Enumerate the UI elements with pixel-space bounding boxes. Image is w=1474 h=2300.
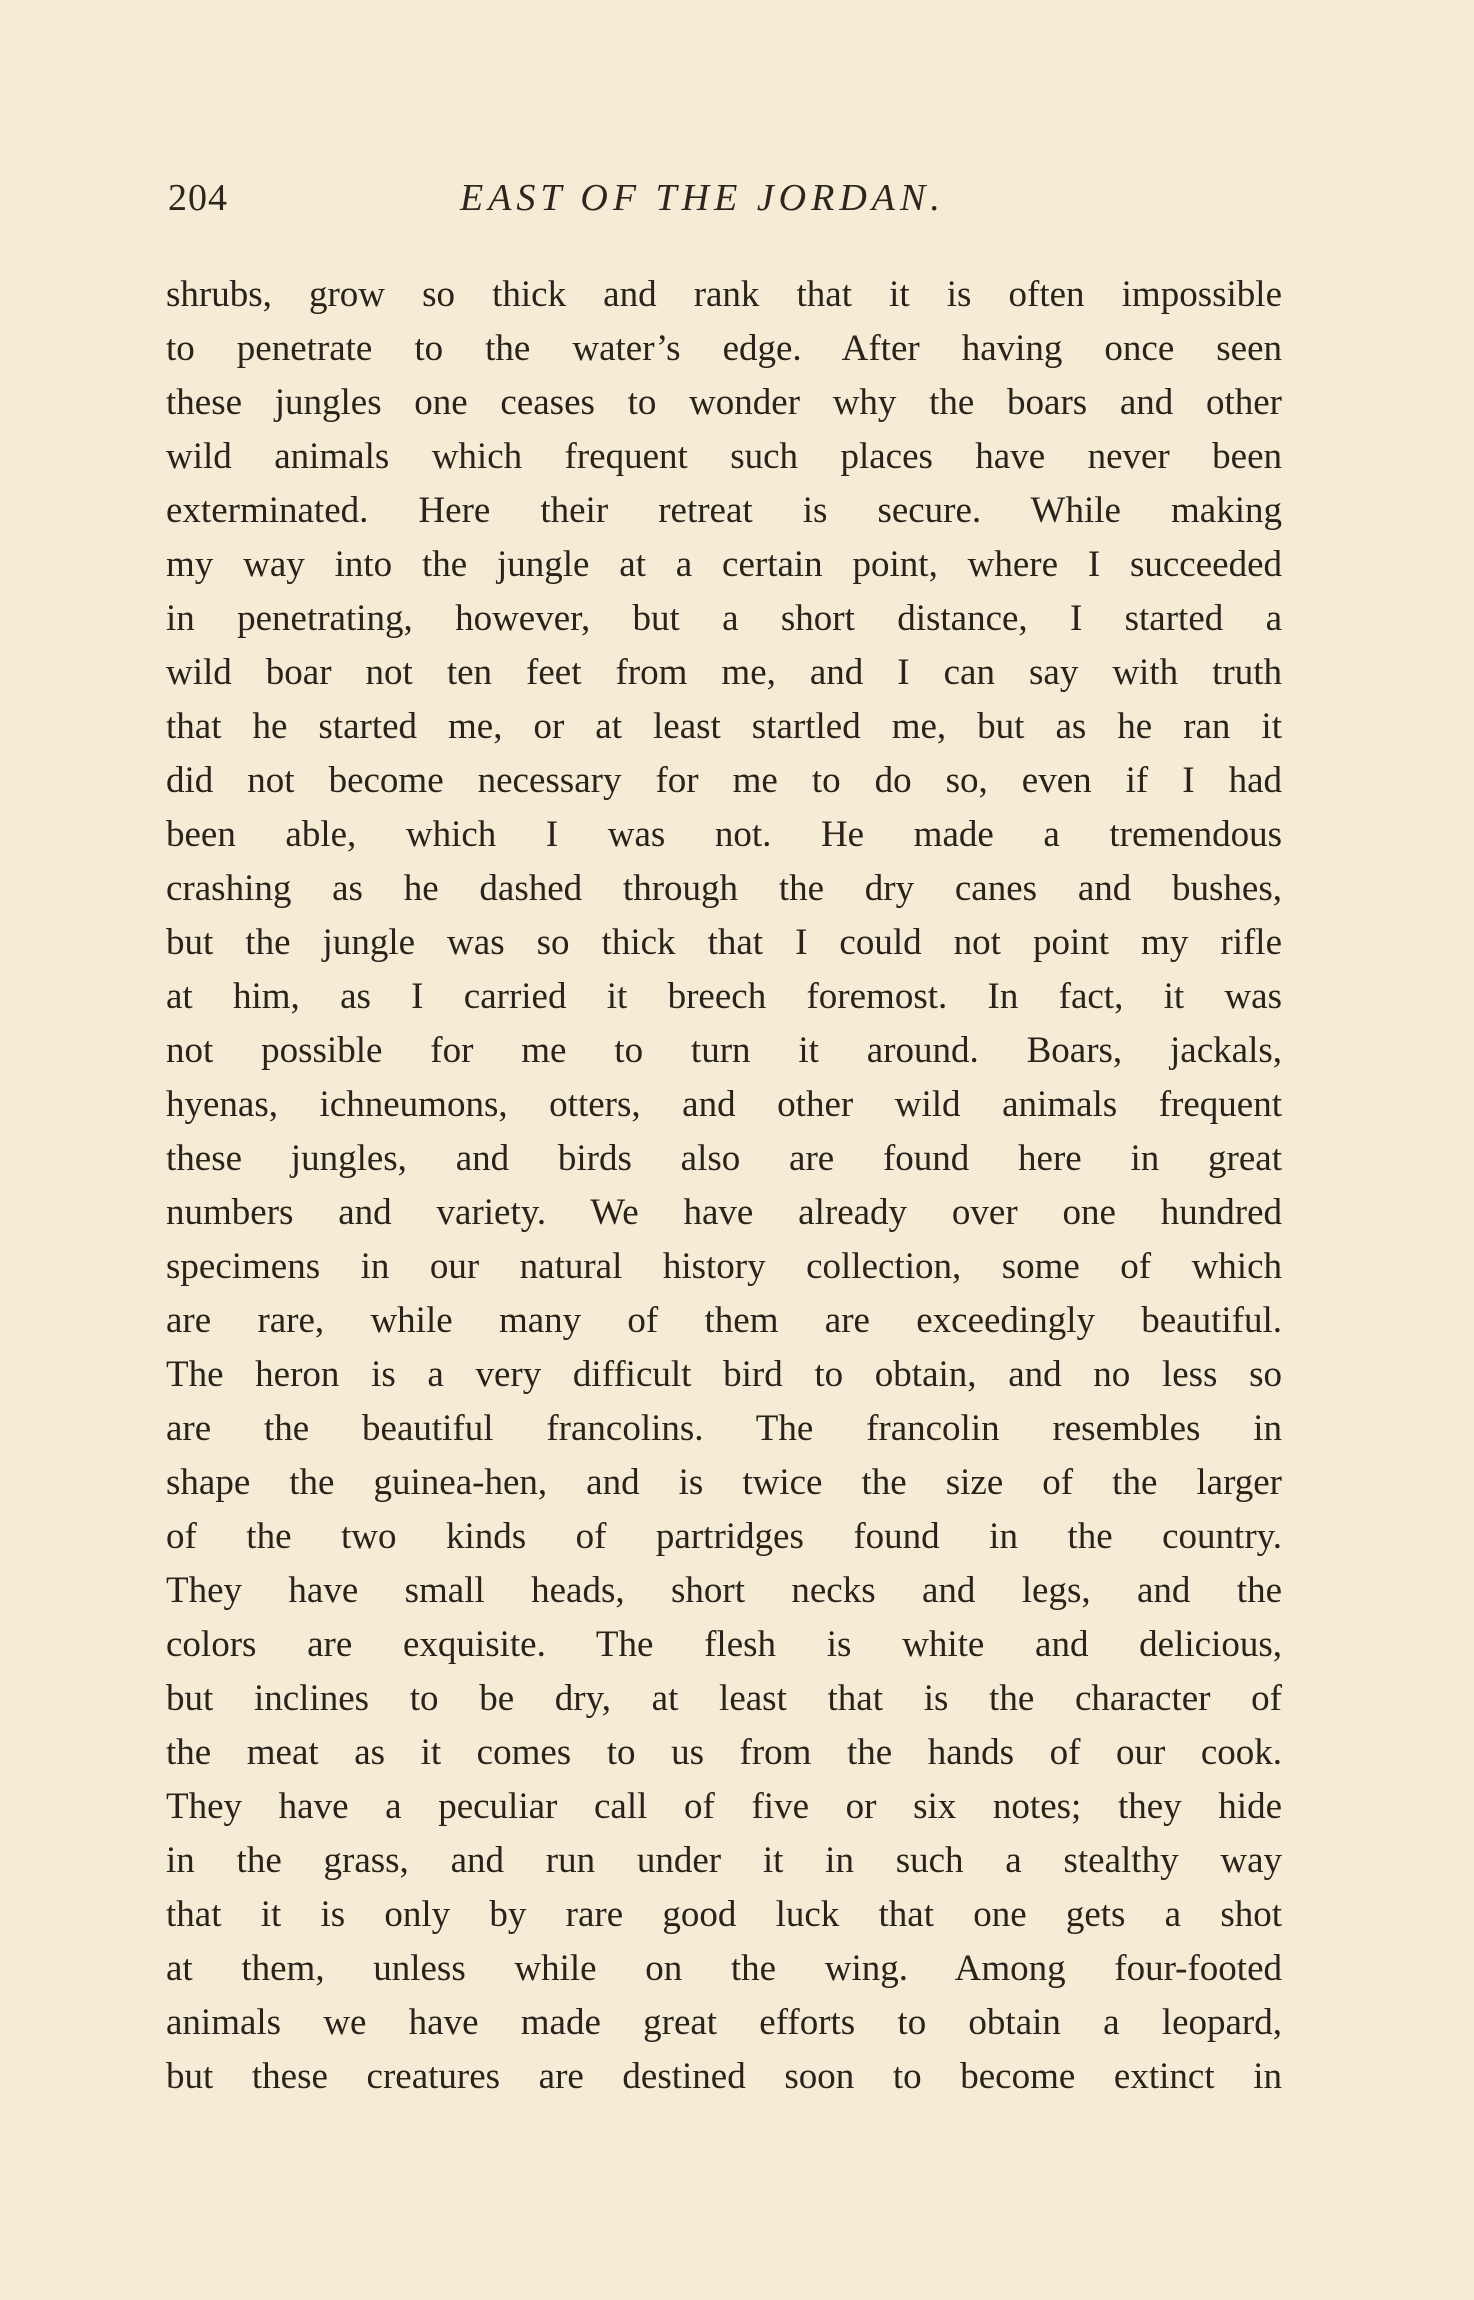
text-line: hyenas, ichneumons, otters, and other wild animals frequent — [166, 1084, 1282, 1125]
text-line: at him, as I carried it breech foremost. In fact, it was — [166, 976, 1282, 1017]
text-line: animals we have made great efforts to obtain a leopard, — [166, 2002, 1282, 2043]
text-line: my way into the jungle at a certain point, where I succeeded — [166, 544, 1282, 585]
text-line: The heron is a very difficult bird to obtain, and no less so — [166, 1354, 1282, 1395]
text-line: in penetrating, however, but a short distance, I started a — [166, 598, 1282, 639]
text-line: not possible for me to turn it around. Boars, jackals, — [166, 1030, 1282, 1071]
text-line: are the beautiful francolins. The francolin resembles in — [166, 1408, 1282, 1449]
text-line: but the jungle was so thick that I could not point my rifle — [166, 922, 1282, 963]
page-header — [168, 176, 1280, 232]
text-line: but these creatures are destined soon to become extinct in — [166, 2056, 1282, 2097]
text-line: that he started me, or at least startled me, but as he ran it — [166, 706, 1282, 747]
text-line: of the two kinds of partridges found in the country. — [166, 1516, 1282, 1557]
text-line: colors are exquisite. The flesh is white and delicious, — [166, 1624, 1282, 1665]
text-line: wild boar not ten feet from me, and I can say with truth — [166, 652, 1282, 693]
text-line: did not become necessary for me to do so, even if I had — [166, 760, 1282, 801]
text-line: shape the guinea-hen, and is twice the size of the larger — [166, 1462, 1282, 1503]
text-line: but inclines to be dry, at least that is the character of — [166, 1678, 1282, 1719]
text-line: these jungles one ceases to wonder why the boars and other — [166, 382, 1282, 423]
text-line: been able, which I was not. He made a tremendous — [166, 814, 1282, 855]
body-text — [166, 268, 1282, 2104]
text-line: the meat as it comes to us from the hands of our cook. — [166, 1732, 1282, 1773]
text-line: at them, unless while on the wing. Among four-footed — [166, 1948, 1282, 1989]
text-line: numbers and variety. We have already over one hundred — [166, 1192, 1282, 1233]
page-number: 204 — [168, 177, 228, 219]
text-line: exterminated. Here their retreat is secure. While making — [166, 490, 1282, 531]
running-title: EAST OF THE JORDAN. — [460, 177, 945, 219]
text-line: crashing as he dashed through the dry canes and bushes, — [166, 868, 1282, 909]
text-line: these jungles, and birds also are found here in great — [166, 1138, 1282, 1179]
text-line: shrubs, grow so thick and rank that it is often impossible — [166, 274, 1282, 315]
text-line: are rare, while many of them are exceedingly beautiful. — [166, 1300, 1282, 1341]
text-line: in the grass, and run under it in such a stealthy way — [166, 1840, 1282, 1881]
text-line: to penetrate to the water’s edge. After having once seen — [166, 328, 1282, 369]
text-line: They have a peculiar call of five or six notes; they hide — [166, 1786, 1282, 1827]
text-line: that it is only by rare good luck that one gets a shot — [166, 1894, 1282, 1935]
text-line: wild animals which frequent such places have never been — [166, 436, 1282, 477]
text-line: specimens in our natural history collection, some of which — [166, 1246, 1282, 1287]
text-line: They have small heads, short necks and legs, and the — [166, 1570, 1282, 1611]
